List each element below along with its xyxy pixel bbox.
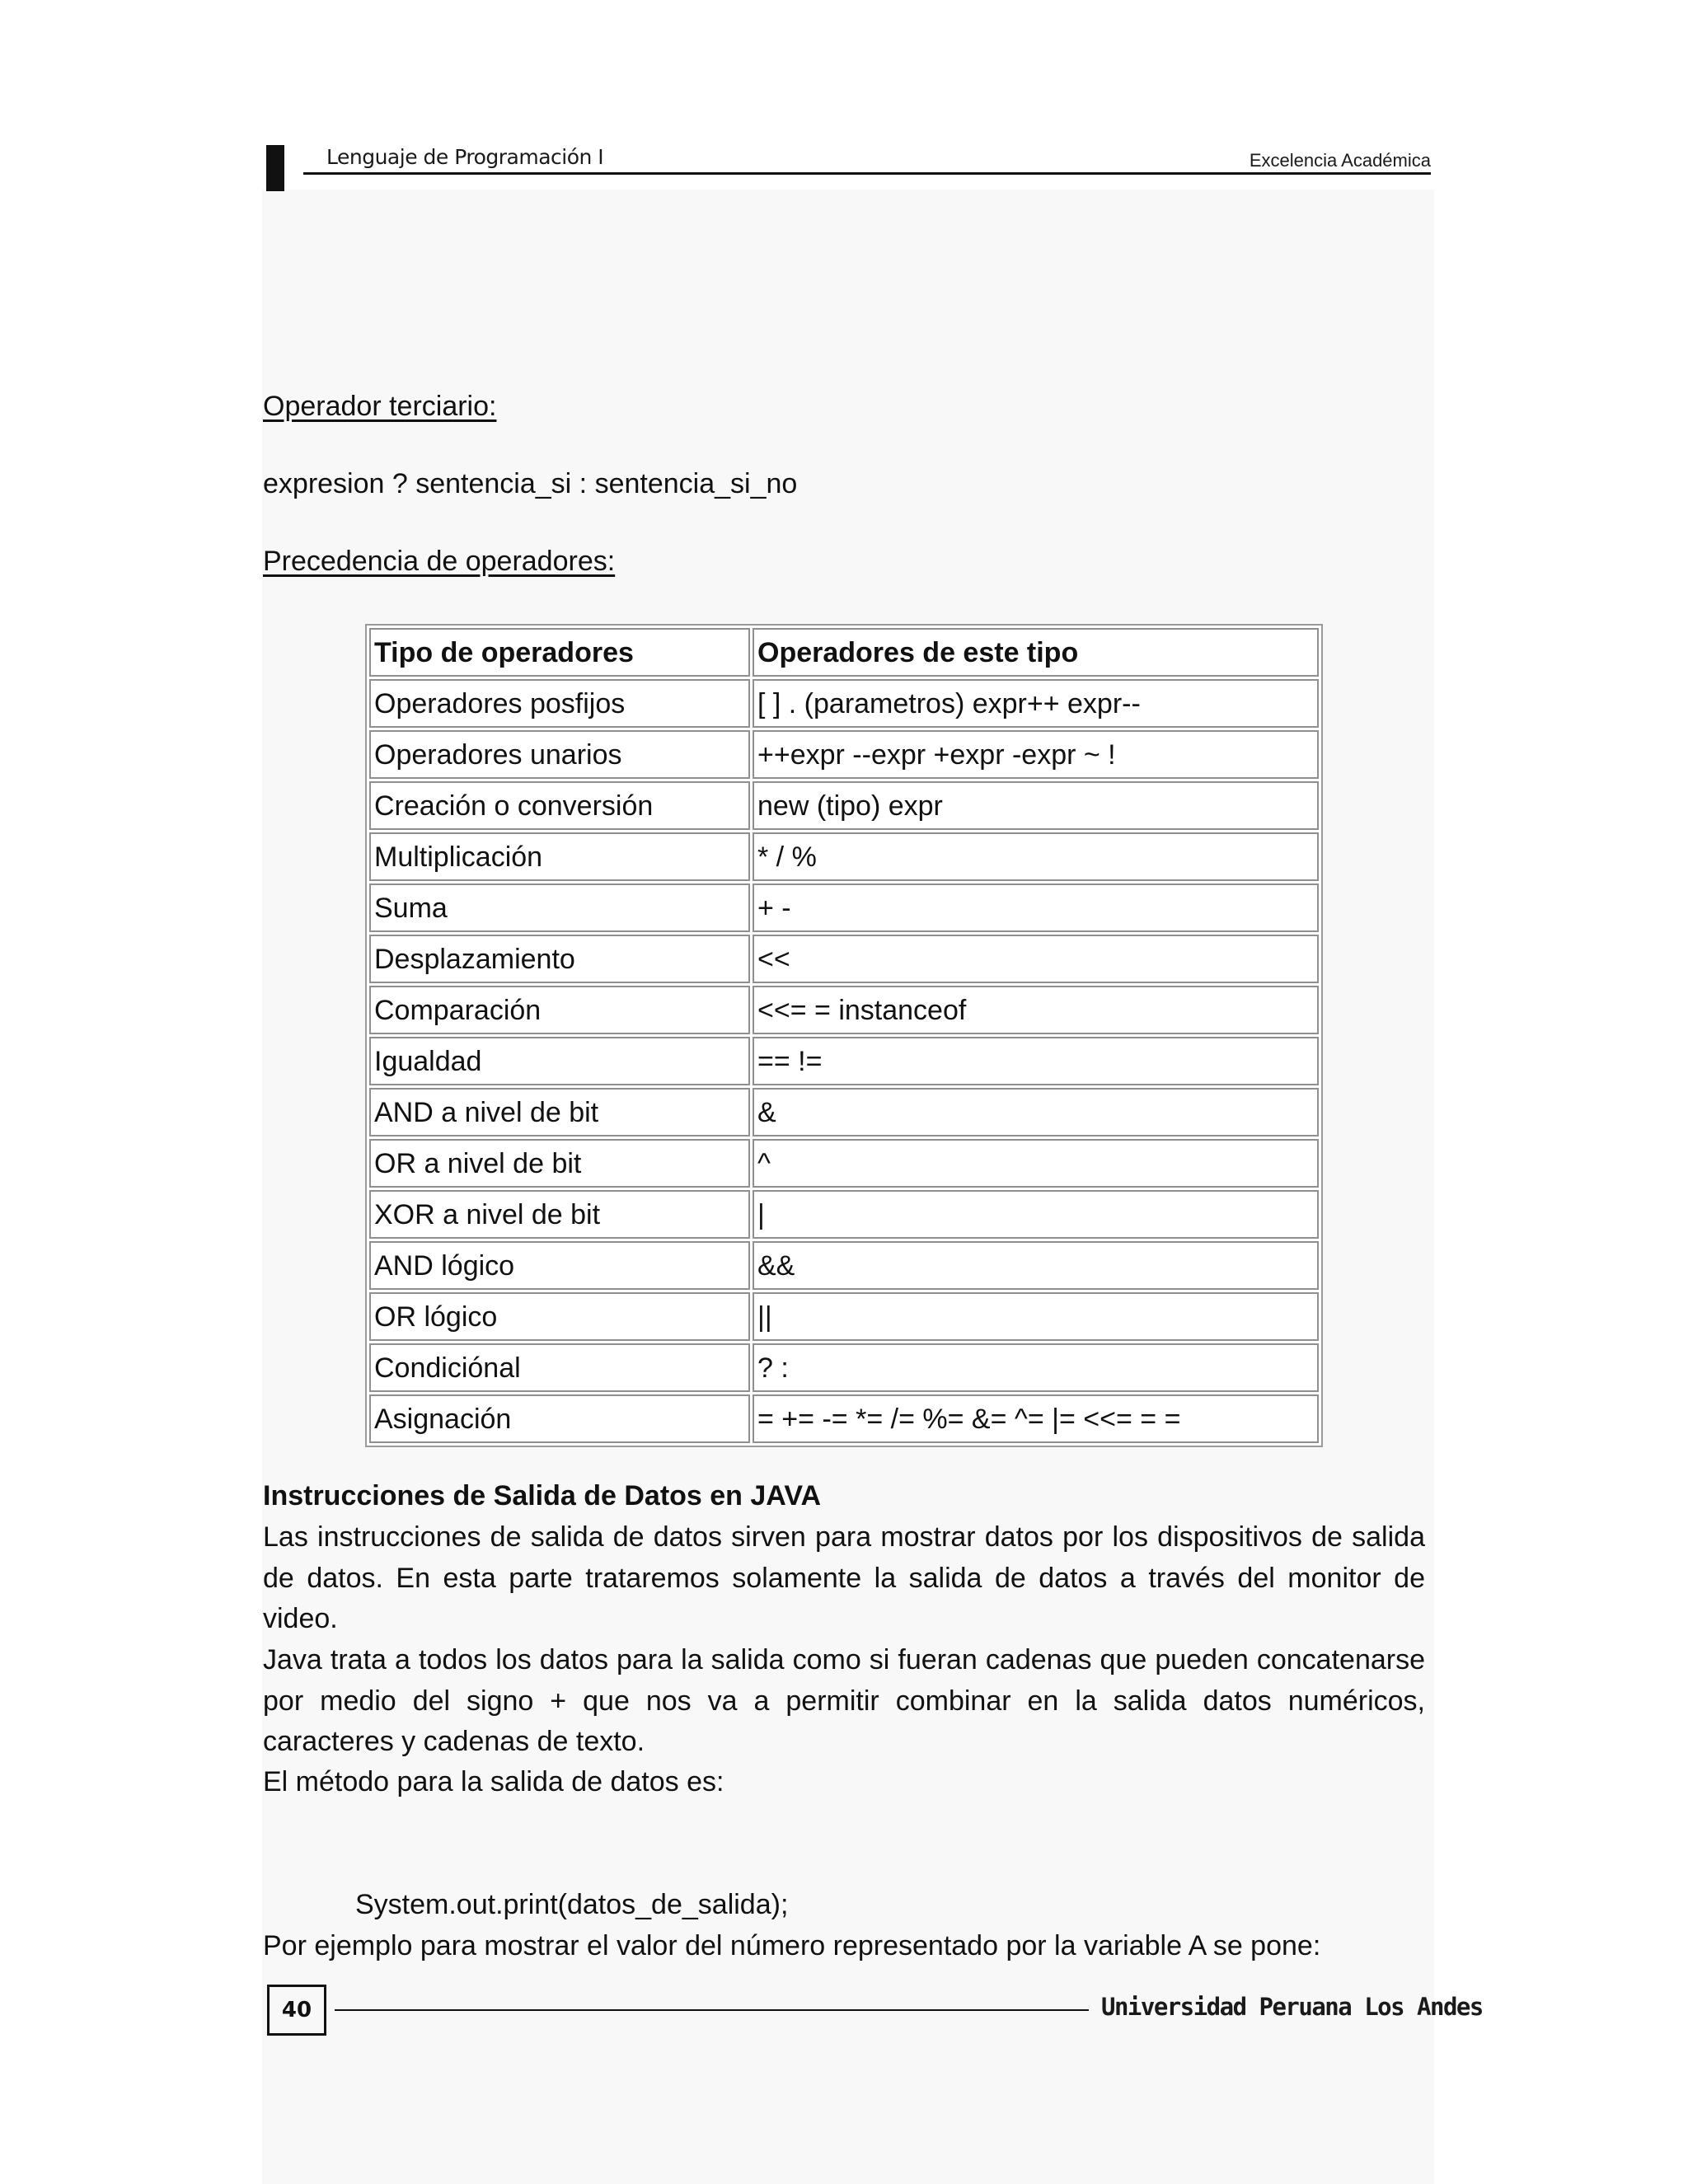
operator-type-cell: Multiplicación bbox=[369, 832, 750, 881]
output-paragraph-1: Las instrucciones de salida de datos sirven para mostrar datos por los dispositivos de salida de datos. En esta parte trataremos solamente la salida de datos a través del monitor de video. bbox=[263, 1521, 1425, 1634]
header-marker-bar bbox=[266, 145, 284, 191]
operator-type-cell: Desplazamiento bbox=[369, 935, 750, 983]
output-paragraph-3: El método para la salida de datos es: bbox=[263, 1766, 724, 1797]
operator-symbols-cell: * / % bbox=[753, 832, 1319, 881]
table-row bbox=[369, 730, 1319, 779]
operator-type-cell: Condiciónal bbox=[369, 1343, 750, 1392]
header-course-title: Lenguaje de Programación I bbox=[326, 145, 604, 169]
operator-symbols-cell: + - bbox=[753, 883, 1319, 932]
footer-university: Universidad Peruana Los Andes bbox=[1101, 1993, 1483, 2021]
operator-type-cell: AND a nivel de bit bbox=[369, 1088, 750, 1137]
table-row bbox=[369, 832, 1319, 881]
operator-type-cell: AND lógico bbox=[369, 1241, 750, 1290]
code-line: System.out.print(datos_de_salida); bbox=[355, 1889, 789, 1920]
operator-type-cell: Comparación bbox=[369, 986, 750, 1034]
operator-symbols-cell: ? : bbox=[753, 1343, 1319, 1392]
header-tagline: Excelencia Académica bbox=[1249, 150, 1431, 171]
table-row bbox=[369, 679, 1319, 728]
operator-type-cell: XOR a nivel de bit bbox=[369, 1190, 750, 1239]
table-row bbox=[369, 1292, 1319, 1341]
operator-symbols-cell: new (tipo) expr bbox=[753, 781, 1319, 830]
table-header-operators: Operadores de este tipo bbox=[753, 628, 1319, 677]
header-rule bbox=[303, 172, 1431, 175]
operator-symbols-cell: && bbox=[753, 1241, 1319, 1290]
operator-type-cell: Operadores unarios bbox=[369, 730, 750, 779]
table-header-type: Tipo de operadores bbox=[369, 628, 750, 677]
operator-type-cell: OR lógico bbox=[369, 1292, 750, 1341]
operator-type-cell: Operadores posfijos bbox=[369, 679, 750, 728]
operator-symbols-cell: = += -= *= /= %= &= ^= |= <<= = = bbox=[753, 1394, 1319, 1443]
operator-symbols-cell: == != bbox=[753, 1037, 1319, 1085]
operator-type-cell: Suma bbox=[369, 883, 750, 932]
table-row bbox=[369, 1394, 1319, 1443]
precedence-heading: Precedencia de operadores: bbox=[263, 546, 616, 577]
output-paragraph-2: Java trata a todos los datos para la salida como si fueran cadenas que pueden concatenarse por medio del signo + que nos va a permitir combinar en la salida datos numéricos, caracteres y cadenas de texto. bbox=[263, 1644, 1425, 1757]
page-number: 40 bbox=[267, 1985, 326, 2036]
ternary-expression: expresion ? sentencia_si : sentencia_si_no bbox=[263, 468, 798, 499]
table-row bbox=[369, 781, 1319, 830]
operator-symbols-cell: ^ bbox=[753, 1139, 1319, 1188]
operator-symbols-cell: <<= = instanceof bbox=[753, 986, 1319, 1034]
ternary-heading: Operador terciario: bbox=[263, 391, 497, 422]
operator-symbols-cell: || bbox=[753, 1292, 1319, 1341]
operator-symbols-cell: << bbox=[753, 935, 1319, 983]
table-header-row bbox=[369, 628, 1319, 677]
table-row bbox=[369, 1139, 1319, 1188]
table-row bbox=[369, 1190, 1319, 1239]
table-row bbox=[369, 883, 1319, 932]
table-row bbox=[369, 935, 1319, 983]
operator-symbols-cell: ++expr --expr +expr -expr ~ ! bbox=[753, 730, 1319, 779]
operator-type-cell: Igualdad bbox=[369, 1037, 750, 1085]
output-heading: Instrucciones de Salida de Datos en JAVA bbox=[263, 1480, 822, 1511]
table-row bbox=[369, 1037, 1319, 1085]
table-row bbox=[369, 1088, 1319, 1137]
operator-symbols-cell: [ ] . (parametros) expr++ expr-- bbox=[753, 679, 1319, 728]
operator-type-cell: Creación o conversión bbox=[369, 781, 750, 830]
output-paragraph-4: Por ejemplo para mostrar el valor del número representado por la variable A se pone: bbox=[263, 1930, 1321, 1961]
operator-precedence-table bbox=[365, 624, 1323, 1447]
table-row bbox=[369, 1241, 1319, 1290]
operator-symbols-cell: & bbox=[753, 1088, 1319, 1137]
footer-rule bbox=[335, 2009, 1089, 2011]
table-row bbox=[369, 1343, 1319, 1392]
operator-type-cell: OR a nivel de bit bbox=[369, 1139, 750, 1188]
operator-type-cell: Asignación bbox=[369, 1394, 750, 1443]
operator-symbols-cell: | bbox=[753, 1190, 1319, 1239]
table-row bbox=[369, 986, 1319, 1034]
